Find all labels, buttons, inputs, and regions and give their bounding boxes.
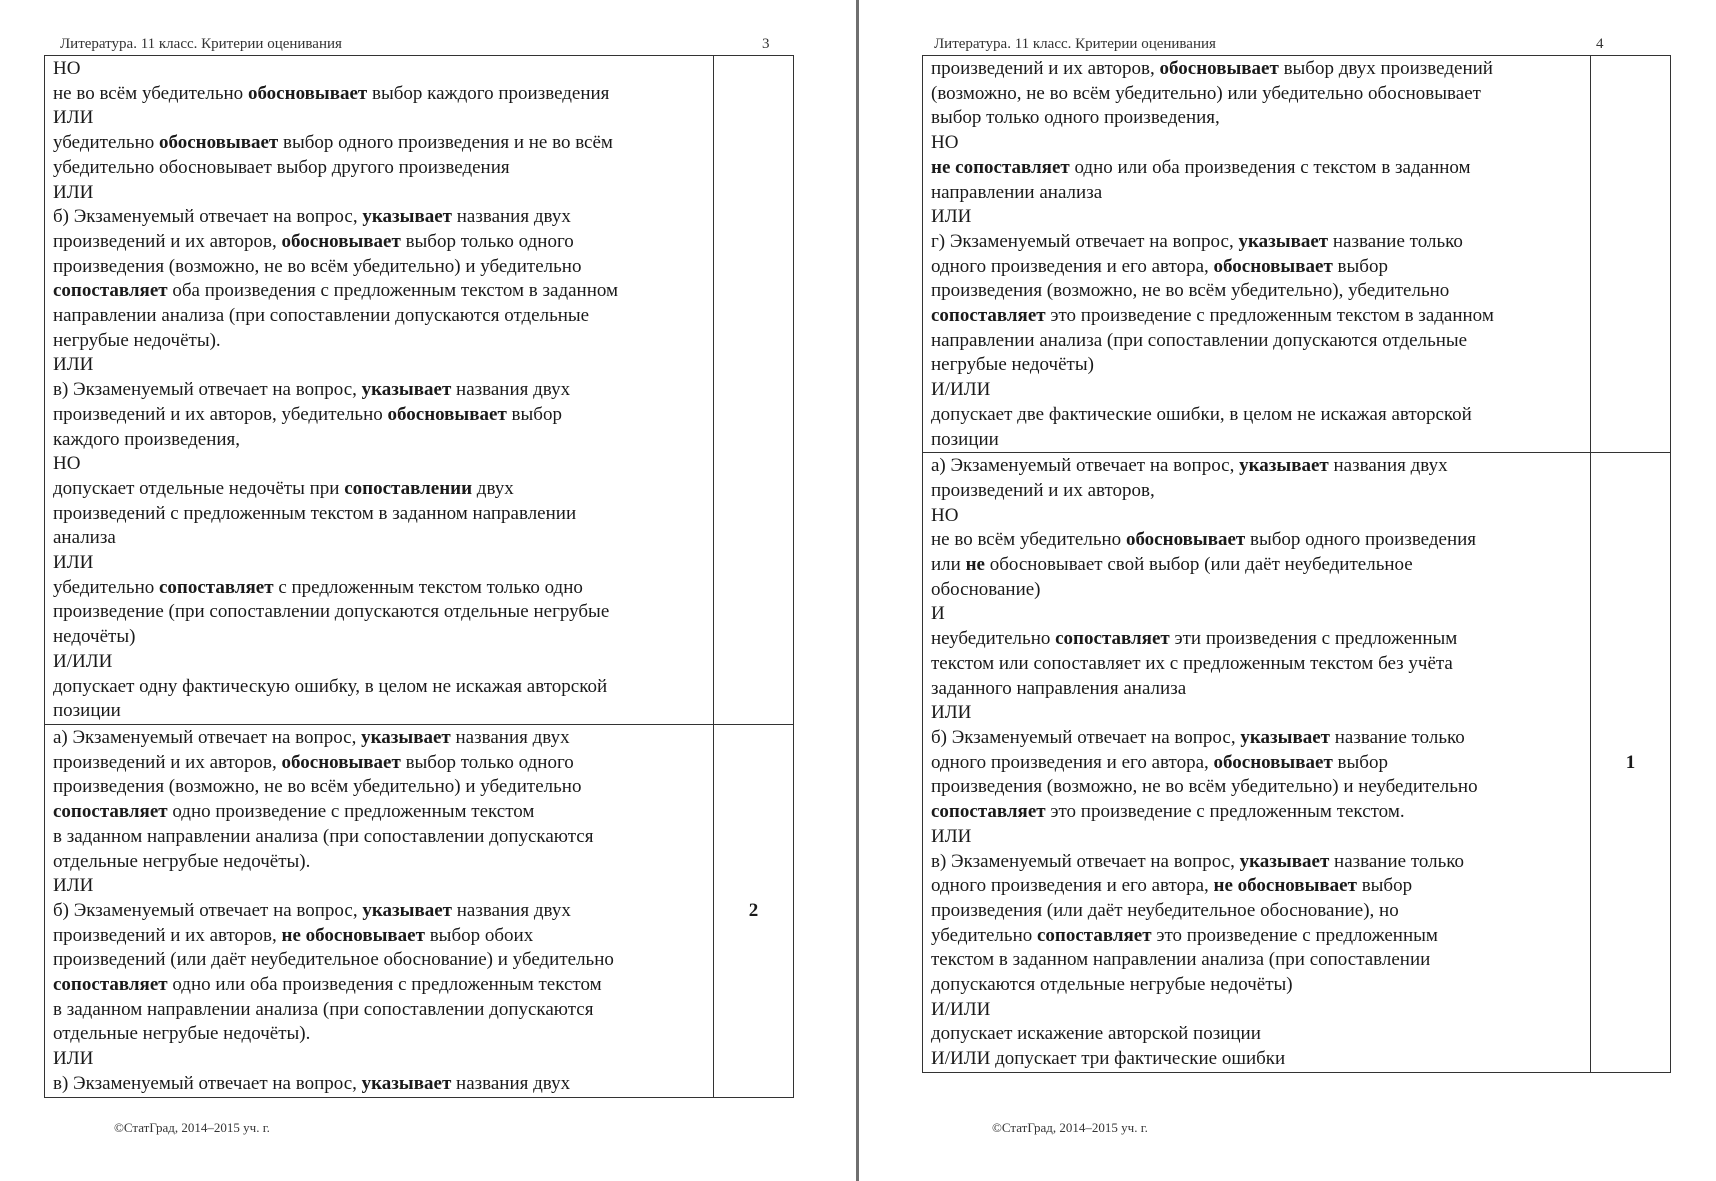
criteria-line: или не обосновывает свой выбор (или даёт неубедительное: [931, 554, 1413, 576]
criteria-line: ИЛИ: [931, 206, 972, 228]
criteria-line: И/ИЛИ допускает три фактические ошибки: [931, 1048, 1286, 1070]
criteria-line: НО: [931, 132, 959, 154]
criteria-line: в) Экзаменуемый отвечает на вопрос, указывает название только: [931, 850, 1465, 872]
page-header: [934, 36, 1614, 54]
criteria-line: сопоставляет одно или оба произведения с предложенным текстом: [53, 974, 602, 996]
criteria-line: произведений с предложенным текстом в заданном направлении: [53, 502, 577, 524]
criteria-line: б) Экзаменуемый отвечает на вопрос, указывает название только: [931, 726, 1465, 748]
criteria-line: ИЛИ: [53, 181, 94, 203]
criteria-line: не во всём убедительно обосновывает выбор одного произведения: [931, 529, 1477, 551]
criteria-line: негрубые недочёты).: [53, 329, 221, 351]
criteria-line: ИЛИ: [931, 825, 972, 847]
criteria-line: а) Экзаменуемый отвечает на вопрос, указывает названия двух: [53, 726, 570, 748]
criteria-line: произведений и их авторов, убедительно обосновывает выбор: [53, 403, 562, 425]
criteria-line: И/ИЛИ: [931, 379, 991, 401]
criteria-line: б) Экзаменуемый отвечает на вопрос, указывает названия двух: [53, 899, 571, 921]
criteria-line: анализа: [53, 527, 116, 549]
criteria-line: в) Экзаменуемый отвечает на вопрос, указывает названия двух: [53, 379, 571, 401]
criteria-line: НО: [931, 504, 959, 526]
criteria-line: ИЛИ: [931, 702, 972, 724]
criteria-line: произведения (возможно, не во всём убедительно) и убедительно: [53, 776, 582, 798]
criteria-line: убедительно сопоставляет это произведение с предложенным: [931, 924, 1438, 946]
criteria-row: [45, 724, 794, 1097]
criteria-line: сопоставляет одно произведение с предложенным текстом: [53, 801, 535, 823]
criteria-line: И: [931, 603, 945, 625]
criteria-line: НО: [53, 453, 81, 475]
right-page: [858, 0, 1716, 1181]
criteria-text-cell: [923, 56, 1591, 453]
criteria-line: а) Экзаменуемый отвечает на вопрос, указывает названия двух: [931, 455, 1448, 477]
criteria-line: сопоставляет оба произведения с предложенным текстом в заданном: [53, 280, 619, 302]
score-cell: [1591, 56, 1671, 453]
criteria-line: произведение (при сопоставлении допускаются отдельные негрубые: [53, 601, 610, 623]
page-footer: ©СтатГрад, 2014–2015 уч. г.: [992, 1120, 1148, 1135]
criteria-text-cell: [45, 724, 714, 1097]
criteria-line: неубедительно сопоставляет эти произведения с предложенным: [931, 628, 1458, 650]
criteria-table: [44, 55, 794, 1098]
page-number: 3: [762, 36, 770, 52]
criteria-line: допускает отдельные недочёты при сопоставлении двух: [53, 477, 514, 499]
criteria-table: [922, 55, 1671, 1073]
header-title: Литература. 11 класс. Критерии оценивания: [60, 36, 342, 52]
criteria-line: произведений и их авторов,: [931, 479, 1155, 501]
criteria-line: одного произведения и его автора, не обосновывает выбор: [931, 875, 1413, 897]
criteria-line: допускает одну фактическую ошибку, в целом не искажая авторской: [53, 675, 608, 697]
score-cell: 1: [1591, 453, 1671, 1073]
criteria-line: одного произведения и его автора, обосновывает выбор: [931, 255, 1388, 277]
criteria-line: выбор только одного произведения,: [931, 107, 1220, 129]
criteria-line: допускаются отдельные негрубые недочёты): [931, 974, 1293, 996]
criteria-line: сопоставляет это произведение с предложенным текстом в заданном: [931, 305, 1494, 327]
criteria-line: ИЛИ: [53, 354, 94, 376]
criteria-line: произведений и их авторов, обосновывает выбор двух произведений: [931, 58, 1493, 79]
criteria-line: не сопоставляет одно или оба произведения с текстом в заданном: [931, 156, 1471, 178]
criteria-line: произведений и их авторов, не обосновывает выбор обоих: [53, 924, 534, 946]
header-title: Литература. 11 класс. Критерии оценивания: [934, 36, 1216, 52]
criteria-row: [923, 453, 1671, 1073]
page-footer: ©СтатГрад, 2014–2015 уч. г.: [114, 1120, 270, 1135]
criteria-line: недочёты): [53, 626, 136, 648]
criteria-text-cell: [45, 56, 714, 725]
criteria-line: негрубые недочёты): [931, 354, 1094, 376]
criteria-line: отдельные негрубые недочёты).: [53, 850, 311, 872]
criteria-line: позиции: [53, 700, 121, 722]
criteria-line: направлении анализа: [931, 181, 1103, 203]
criteria-line: сопоставляет это произведение с предложенным текстом.: [931, 801, 1405, 823]
criteria-line: ИЛИ: [53, 1048, 94, 1070]
criteria-line: допускает две фактические ошибки, в целом не искажая авторской: [931, 403, 1472, 425]
score-cell: 2: [714, 724, 794, 1097]
criteria-line: произведения (возможно, не во всём убедительно) и убедительно: [53, 255, 582, 277]
criteria-line: ИЛИ: [53, 875, 94, 897]
criteria-line: произведения (или даёт неубедительное обоснование), но: [931, 899, 1399, 921]
criteria-line: одного произведения и его автора, обосновывает выбор: [931, 751, 1388, 773]
criteria-line: произведения (возможно, не во всём убедительно), убедительно: [931, 280, 1450, 302]
criteria-line: не во всём убедительно обосновывает выбор каждого произведения: [53, 82, 610, 104]
criteria-line: убедительно обосновывает выбор другого произведения: [53, 156, 510, 178]
criteria-row: [923, 56, 1671, 453]
criteria-line: произведений и их авторов, обосновывает выбор только одного: [53, 230, 574, 252]
criteria-line: отдельные негрубые недочёты).: [53, 1023, 311, 1045]
criteria-line: НО: [53, 58, 81, 79]
criteria-line: текстом в заданном направлении анализа (при сопоставлении: [931, 949, 1431, 971]
page-header: [60, 36, 770, 54]
criteria-text-cell: [923, 453, 1591, 1073]
criteria-line: убедительно обосновывает выбор одного произведения и не во всём: [53, 132, 613, 154]
criteria-line: г) Экзаменуемый отвечает на вопрос, указывает название только: [931, 230, 1463, 252]
criteria-line: в заданном направлении анализа (при сопоставлении допускаются: [53, 998, 594, 1020]
criteria-line: текстом или сопоставляет их с предложенным текстом без учёта: [931, 652, 1453, 674]
criteria-line: направлении анализа (при сопоставлении допускаются отдельные: [53, 305, 590, 327]
criteria-line: (возможно, не во всём убедительно) или убедительно обосновывает: [931, 82, 1481, 104]
criteria-line: обоснование): [931, 578, 1041, 600]
criteria-line: направлении анализа (при сопоставлении допускаются отдельные: [931, 329, 1468, 351]
criteria-line: ИЛИ: [53, 107, 94, 129]
criteria-line: б) Экзаменуемый отвечает на вопрос, указывает названия двух: [53, 206, 571, 228]
criteria-line: заданного направления анализа: [931, 677, 1187, 699]
criteria-row: [45, 56, 794, 725]
criteria-line: убедительно сопоставляет с предложенным текстом только одно: [53, 576, 583, 598]
criteria-line: в) Экзаменуемый отвечает на вопрос, указывает названия двух: [53, 1072, 571, 1094]
criteria-line: И/ИЛИ: [931, 998, 991, 1020]
criteria-line: произведений и их авторов, обосновывает выбор только одного: [53, 751, 574, 773]
criteria-line: И/ИЛИ: [53, 650, 113, 672]
criteria-line: каждого произведения,: [53, 428, 241, 450]
criteria-line: произведений (или даёт неубедительное обоснование) и убедительно: [53, 949, 614, 971]
page-number: 4: [1596, 36, 1604, 52]
criteria-line: в заданном направлении анализа (при сопоставлении допускаются: [53, 825, 594, 847]
score-cell: [714, 56, 794, 725]
criteria-line: позиции: [931, 428, 999, 450]
criteria-line: ИЛИ: [53, 552, 94, 574]
criteria-line: произведения (возможно, не во всём убедительно) и неубедительно: [931, 776, 1478, 798]
criteria-line: допускает искажение авторской позиции: [931, 1023, 1261, 1045]
